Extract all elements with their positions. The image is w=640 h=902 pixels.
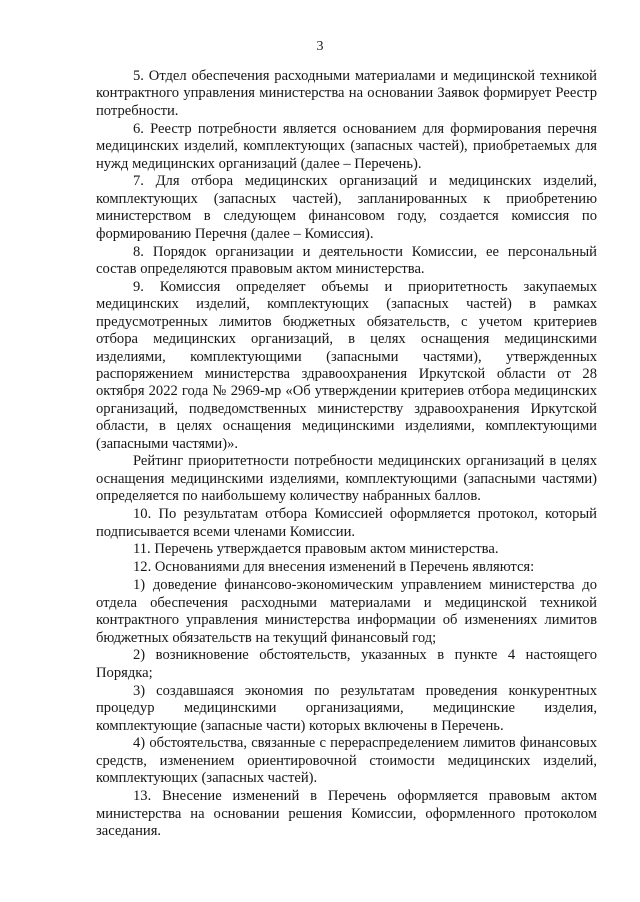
paragraph-13: 13. Внесение изменений в Перечень оформляется правовым актом министерства на основании решения Комиссии, оформленного протоколом заседания. [96,788,597,839]
list-item-12-4: 4) обстоятельства, связанные с перераспределением лимитов финансовых средств, изменением ориентировочной стоимости медицинских изделий, комплектующих (запасных частей). [96,735,597,787]
list-item-12-2: 2) возникновение обстоятельств, указанных в пункте 4 настоящего Порядка; [96,647,597,681]
paragraph-8: 8. Порядок организации и деятельности Комиссии, ее персональный состав определяются правовым актом министерства. [96,243,597,277]
paragraph-9: 9. Комиссия определяет объемы и приоритетность закупаемых медицинских изделий, комплектующих (запасных частей) в рамках предусмотренных лимитов бюджетных обязательств, с учетом критериев отбора медицинских организаций, в целях оснащения медицинскими изделиями, комплектующими (запасными частями), утвержденных распоряжением министерства здравоохранения Иркутской области от 28 октября 2022 года № 2969-мр «Об утверждении критериев отбора медицинских организаций, подведомственных министерству здравоохранения Иркутской области, в целях оснащения медицинскими изделиями, комплектующими (запасными частями)». [96,278,597,452]
page-number: 3 [316,39,324,54]
paragraph-5: 5. Отдел обеспечения расходными материалами и медицинской техникой контрактного управления министерства на основании Заявок формирует Реестр потребности. [96,68,597,119]
paragraph-rating: Рейтинг приоритетности потребности медицинских организаций в целях оснащения медицинскими изделиями, комплектующими (запасными частями) определяется по наибольшему количеству набранных баллов. [96,453,597,505]
document-body [96,68,597,840]
paragraph-6: 6. Реестр потребности является основанием для формирования перечня медицинских изделий, комплектующих (запасных частей), приобретаемых для нужд медицинских организаций (далее – Перечень). [96,120,597,172]
list-item-12-1: 1) доведение финансово-экономическим управлением министерства до отдела обеспечения расходными материалами и медицинской техникой контрактного управления министерства информации об изменениях лимитов бюджетных обязательств на текущий финансовый год; [96,577,597,646]
paragraph-12: 12. Основаниями для внесения изменений в Перечень являются: [133,559,535,576]
paragraph-7: 7. Для отбора медицинских организаций и медицинских изделий, комплектующих (запасных частей), запланированных к приобретению министерством в следующем финансовом году, создается комиссия по формированию Перечня (далее – Комиссия). [96,173,597,242]
list-item-12-3: 3) создавшаяся экономия по результатам проведения конкурентных процедур медицинскими организациями, медицинские изделия, комплектующие (запасные части) которых включены в Перечень. [96,682,597,734]
paragraph-11: 11. Перечень утверждается правовым актом министерства. [133,541,499,558]
paragraph-10: 10. По результатам отбора Комиссией оформляется протокол, который подписывается всеми членами Комиссии. [96,506,597,540]
